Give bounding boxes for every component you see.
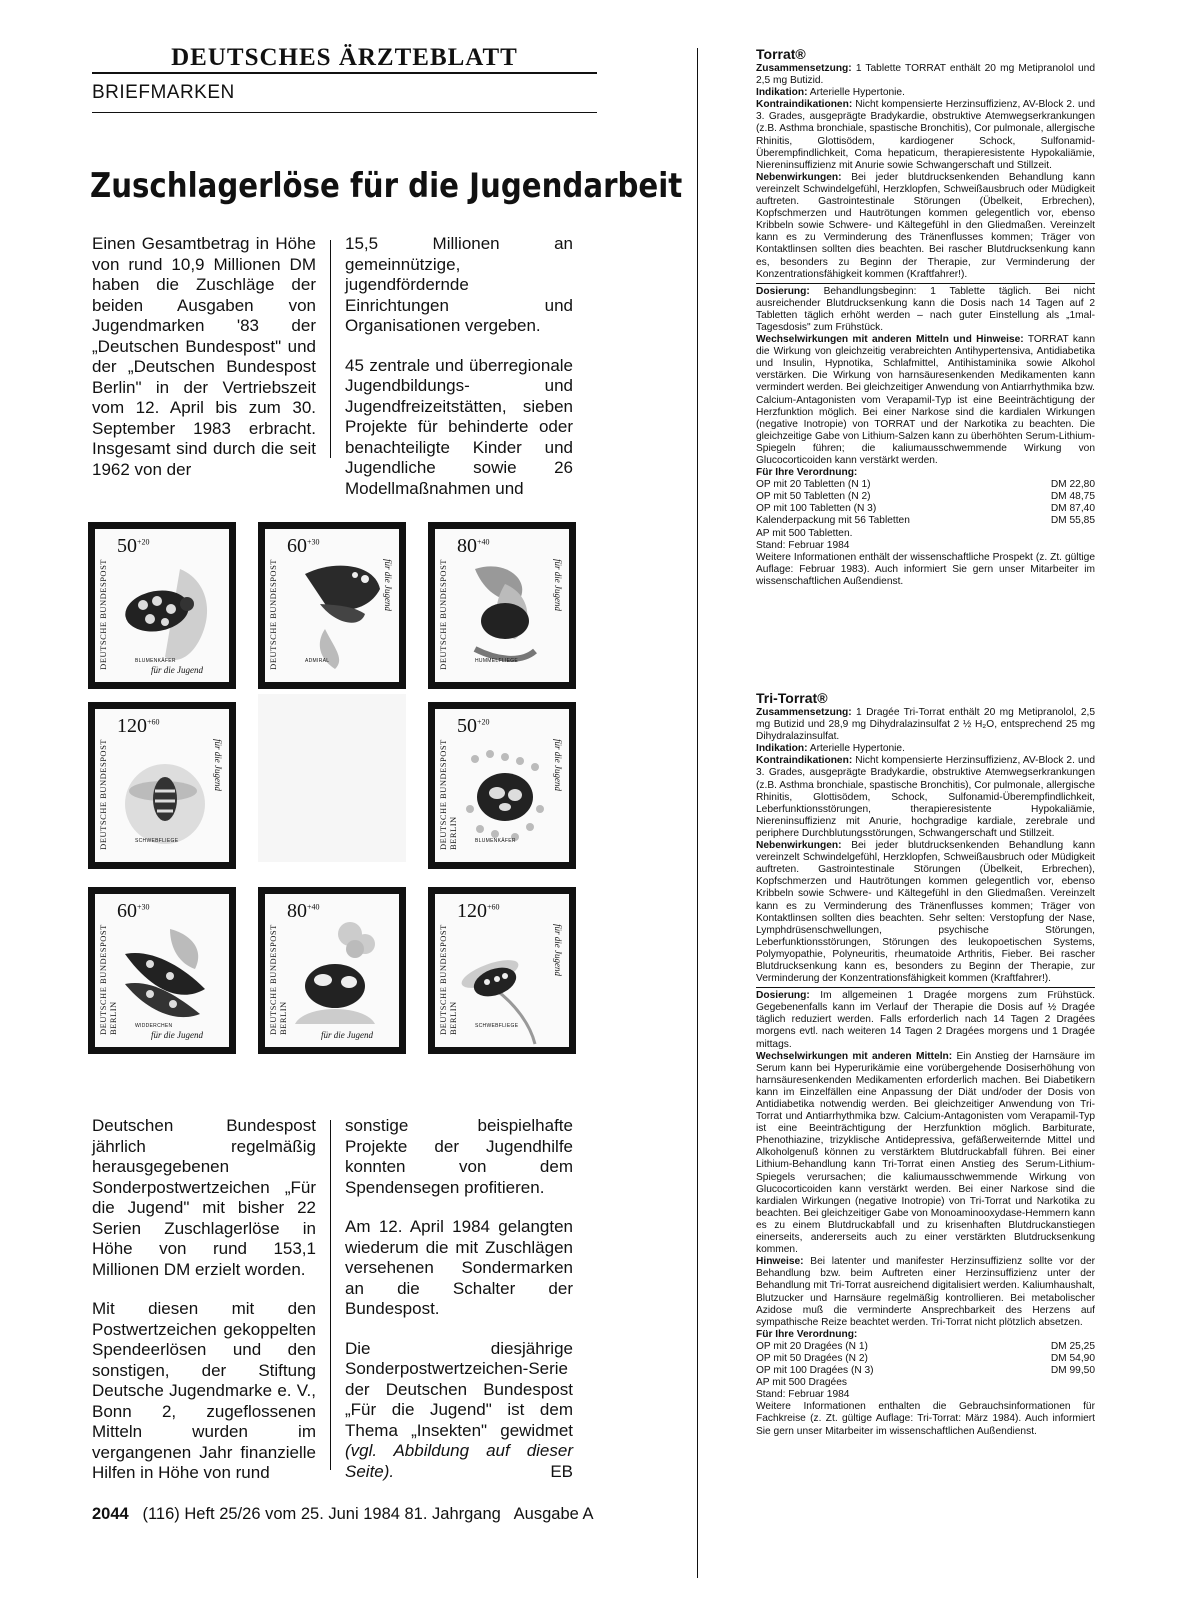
- stamp-burnet-moth-berlin: [88, 887, 236, 1054]
- article-bottom-col2: [345, 1116, 573, 1482]
- stamp-species: ADMIRAL: [305, 658, 330, 664]
- composition-text: 1 Dragée Tri-Torrat enthält 20 mg Metipranolol, 2,5 mg Butizid und 28,9 mg Dihydralazinsulfat 2 ½ H₂O, entsprechend 25 mg Dihydralazinsulfat.: [756, 707, 1095, 743]
- column-rule: [330, 1120, 331, 1470]
- product-name: Tri-Torrat®: [756, 690, 828, 706]
- page-footer: [92, 1505, 594, 1524]
- label: Kontraindikationen:: [756, 99, 853, 111]
- section-label: BRIEFMARKEN: [92, 82, 235, 103]
- price-item: OP mit 100 Tabletten (N 3): [756, 503, 877, 515]
- stamp-surcharge: +40: [307, 902, 320, 912]
- section-rule: [92, 112, 597, 113]
- price-value: DM 87,40: [1050, 503, 1095, 515]
- stamp-country: DEUTSCHE BUNDESPOST BERLIN: [268, 924, 288, 1035]
- price-item: AP mit 500 Tabletten.: [756, 527, 853, 539]
- more-info-text: Weitere Informationen enthalten die Gebrauchsinformationen für Fachkreise (z. Zt. gültige Auflage: Tri-Torrat: März 1984). Auch informiert Sie gern unser Mitarbeiter im wissenschaftlichen Außendienst.: [756, 1401, 1095, 1437]
- stamp-flower-beetle-berlin: [428, 702, 576, 869]
- paragraph: Mit diesen mit den Postwertzeichen gekoppelten Spendeerlösen und den sonstigen, der Stiftung Deutsche Jugendmarke e. V., Bonn 2, zugeflossenen Mitteln wurden im vergangenen Jahr finanzielle Hilfen in Höhe von rund: [92, 1299, 316, 1482]
- article-bottom-col1: [92, 1116, 316, 1484]
- stamp-surcharge: +60: [147, 717, 160, 727]
- stamp-country: DEUTSCHE BUNDESPOST: [438, 559, 448, 670]
- stamp-species: SCHWEBFLIEGE: [135, 838, 179, 844]
- masthead: DEUTSCHES ÄRZTEBLATT: [171, 44, 518, 71]
- more-info-text: Weitere Informationen enthält der wissenschaftliche Prospekt (z. Zt. gültige Auflage: Februar 1983). Auch informiert Sie gern unser Mitarbeiter im wissenschaftlichen Außendienst.: [756, 551, 1095, 587]
- figure-reference: (vgl. Abbildung auf dieser Seite).: [345, 1441, 573, 1481]
- paragraph-text: Die diesjährige Sonderpostwertzeichen-Serie der Deutschen Bundespost „Für die Jugend" ist dem Thema „Insekten" gewidmet: [345, 1338, 573, 1440]
- headline: Zuschlagerlöse für die Jugendarbeit: [90, 166, 683, 206]
- stamp-value: 120: [457, 900, 487, 922]
- stamp-value: 80: [457, 535, 477, 557]
- paragraph: 15,5 Millionen an gemeinnützige, jugendfördernde Einrichtungen und Organisationen vergeben.: [345, 234, 573, 335]
- side-effects-text: Bei jeder blutdrucksenkenden Behandlung kann vereinzelt Schwindelgefühl, Herzklopfen, Schweißausbruch oder Müdigkeit auftreten. Gastrointestinale Störungen (Übelkeit, Erbrechen), Kopfschmerzen und Hautrötungen kommen gelegentlich vor, ebenso Kribbeln sowie Schwere- und Kältegefühl in den Gliedmaßen. Vereinzelt kann es zu Verminderung des Tränenflusses kommen; Träger von Kontaktlinsen sollten dies beachten. Bei rascher Blutdrucksenkung kann es, besonders zu Beginn der Therapie, zur Verminderung der Konzentrationsfähigkeit kommen (Kraftfahrer!).: [756, 171, 1095, 280]
- prescription-label: Für Ihre Verordnung:: [756, 467, 858, 479]
- label: Indikation:: [756, 87, 808, 99]
- indication-text: Arterielle Hypertonie.: [809, 87, 905, 99]
- price-row: [756, 1353, 1095, 1365]
- stamp-jugend: für die Jugend: [383, 559, 393, 611]
- label: Indikation:: [756, 743, 808, 755]
- stamp-jugend: für die Jugend: [553, 739, 563, 791]
- price-row: [756, 515, 1095, 527]
- stamp-surcharge: +20: [477, 717, 490, 727]
- stamp-value: 50: [117, 535, 137, 557]
- stamp-value: 120: [117, 715, 147, 737]
- ad-tri-torrat: [756, 690, 1095, 1438]
- stamp-country: DEUTSCHE BUNDESPOST BERLIN: [438, 739, 458, 850]
- stamp-country: DEUTSCHE BUNDESPOST: [268, 559, 278, 670]
- paragraph: [345, 1339, 573, 1483]
- price-item: Kalenderpackung mit 56 Tabletten: [756, 515, 910, 527]
- article-top-col2: [345, 234, 573, 499]
- article-top-col1: [92, 234, 316, 480]
- stamp-value: 60: [287, 535, 307, 557]
- price-row: [756, 528, 1095, 540]
- stamp-surcharge: +40: [477, 537, 490, 547]
- stamp-value: 60: [117, 900, 137, 922]
- label: Nebenwirkungen:: [756, 171, 842, 183]
- label: Zusammensetzung:: [756, 63, 852, 74]
- price-list: [756, 479, 1095, 539]
- author-initials: EB: [550, 1461, 573, 1481]
- paragraph: Am 12. April 1984 gelangten wiederum die mit Zuschlägen versehenen Sondermarken an die Schalter der Bundespost.: [345, 1217, 573, 1318]
- contraindication-text: Nicht kompensierte Herzinsuffizienz, AV-Block 2. und 3. Grades, ausgeprägte Bradykardie, obstruktive Atemwegserkrankungen (z.B. Asthma bronchiale, spastische Bronchitis), Cor pulmonale, allergische Rhinitis, Glottisödem, Schock, Sulfonamid-Überempfindlichkeit, Leberfunktionsstörungen, therapieresistente Hypokaliämie, Niereninsuffizienz mit Anurie, hochgradige kardiale, zerebrale und periphere Durchblutungsstörungen, Schwangerschaft und Stillzeit.: [756, 755, 1095, 839]
- composition-text: 1 Tablette TORRAT enthält 20 mg Metipranolol und 2,5 mg Butizid.: [756, 63, 1095, 87]
- stamp-hoverfly: [88, 702, 236, 869]
- price-row: [756, 1365, 1095, 1377]
- label: Wechselwirkungen mit anderen Mitteln und Hinweise:: [756, 334, 1024, 346]
- price-value: DM 22,80: [1050, 479, 1095, 491]
- faded-stamp-ghost: [258, 694, 406, 862]
- stamp-value: 50: [457, 715, 477, 737]
- paragraph: Deutschen Bundespost jährlich regelmäßig herausgegebenen Sonderpostwertzeichen „Für die Jugend" mit bisher 22 Serien Zuschlagerlöse in Höhe von rund 153,1 Millionen DM erzielt worden.: [92, 1116, 316, 1279]
- price-value: DM 99,50: [1050, 1365, 1095, 1377]
- price-item: OP mit 50 Dragées (N 2): [756, 1352, 868, 1364]
- prescription-label: Für Ihre Verordnung:: [756, 1328, 858, 1340]
- stamp-bumblebee-fly: [428, 522, 576, 689]
- stand-date: Stand: Februar 1984: [756, 1389, 850, 1401]
- stand-date: Stand: Februar 1984: [756, 539, 850, 551]
- stamp-surcharge: +30: [137, 902, 150, 912]
- divider: [756, 283, 1095, 284]
- price-value: DM 55,85: [1050, 515, 1095, 527]
- stamp-hoverfly-berlin: [428, 887, 576, 1054]
- stamp-country: DEUTSCHE BUNDESPOST BERLIN: [438, 924, 458, 1035]
- stamp-country: DEUTSCHE BUNDESPOST: [98, 739, 108, 850]
- price-row: [756, 479, 1095, 491]
- stamp-jugend: für die Jugend: [553, 924, 563, 976]
- label: Zusammensetzung:: [756, 707, 852, 718]
- dosage-text: Behandlungsbeginn: 1 Tablette täglich. Bei nicht ausreichender Blutdrucksenkung kann die Dosis nach 14 Tagen auf 2 Tabletten täglich erhöht werden – nach guter Einstellung als „1mal-Tagesdosis" zum Frühstück.: [756, 285, 1095, 333]
- interactions-text: Ein Anstieg der Harnsäure im Serum kann bei Hyperurikämie eine vorübergehende Dosiserhöhung von harnsäuresenkenden Medikamenten erforderlich machen. Bei Diabetikern kann im Einzelfällen eine Anpassung der Diät und/oder der Dosis von Antidiabetika notwendig werden. Bei gleichzeitiger Anwendung von Tri-Torrat und Antiarrhythmika bzw. Calcium-Antagonisten vom Verapamil-Typ ist eine Beeinträchtigung der Herzfunktion möglich. Barbiturate, Phenothiazine, trizyklische Antidepressiva, gefäßerweiternde Mittel und Alkoholgenuß können zu verstärktem Blutdruckabfall führen. Bei einer Lithium-Behandlung kann Tri-Torrat einen Anstieg des Serum-Lithium-Spiegels verursachen; die kaliumausschwemmende Wirkung von Glucocorticoiden kann verstärkt werden. Bei einer Narkose sind die kardialen Wirkungen (negative Inotropie) von Tri-Torrat und Narkotika zu beachten. Bei gleichzeitiger Gabe von Monoaminooxydase-Hemmern kann es zu einem Blutdruckabfall und zu krisenhaften Blutdruckanstiegen einerseits, andererseits auch zu einer verstärkten Blutdrucksenkung kommen.: [756, 1050, 1095, 1256]
- price-item: OP mit 50 Tabletten (N 2): [756, 491, 871, 503]
- page-divider: [697, 48, 698, 1578]
- price-value: DM 54,90: [1050, 1352, 1095, 1364]
- label: Hinweise:: [756, 1256, 804, 1268]
- stamp-species: BLUMENKÄFER: [475, 838, 516, 844]
- masthead-rule: [92, 72, 597, 74]
- stamp-jugend: für die Jugend: [321, 1030, 373, 1040]
- price-value: DM 25,25: [1050, 1340, 1095, 1352]
- price-item: OP mit 100 Dragées (N 3): [756, 1365, 874, 1377]
- label: Wechselwirkungen mit anderen Mitteln:: [756, 1050, 953, 1062]
- price-row: [756, 503, 1095, 515]
- stamp-jugend: für die Jugend: [213, 739, 223, 791]
- label: Dosierung:: [756, 990, 810, 1002]
- price-item: AP mit 500 Dragées: [756, 1377, 847, 1389]
- stamp-species: WIDDERCHEN: [135, 1023, 173, 1029]
- stamp-species: HUMMELFLIEGE: [475, 658, 519, 664]
- stamp-jugend: für die Jugend: [553, 559, 563, 611]
- label: Dosierung:: [756, 285, 810, 297]
- stamp-value: 80: [287, 900, 307, 922]
- page-number: 2044: [92, 1505, 129, 1523]
- indication-text: Arterielle Hypertonie.: [809, 743, 905, 755]
- price-item: OP mit 20 Dragées (N 1): [756, 1340, 868, 1352]
- paragraph: 45 zentrale und überregionale Jugendbildungs- und Jugendfreizeitstätten, sieben Projekte für behinderte oder benachteiligte Kinder und Jugendliche sowie 26 Modellmaßnahmen und: [345, 355, 573, 498]
- issue-info: (116) Heft 25/26 vom 25. Juni 1984 81. Jahrgang: [142, 1505, 501, 1523]
- price-item: OP mit 20 Tabletten (N 1): [756, 479, 871, 491]
- column-rule: [330, 240, 331, 458]
- stamp-admiral-butterfly: [258, 522, 406, 689]
- dosage-text: Im allgemeinen 1 Dragée morgens zum Frühstück. Gegebenenfalls kann im Verlauf der Therapie die Dosis auf ½ Dragée täglich reduziert werden. Falls erforderlich nach 14 Tagen 2 Dragées morgens evtl. nach weiteren 14 Tagen 2 Dragées morgens und 1 Dragée mittags.: [756, 990, 1095, 1050]
- stamp-country: DEUTSCHE BUNDESPOST: [98, 559, 108, 670]
- stamp-ladybird-beetle: [88, 522, 236, 689]
- edition-label: Ausgabe A: [513, 1505, 594, 1523]
- side-effects-text: Bei jeder blutdrucksenkenden Behandlung kann vereinzelt Schwindelgefühl, Herzklopfen, Schweißausbruch oder Müdigkeit auftreten. Gastrointestinale Störungen (Übelkeit, Erbrechen), Kopfschmerzen und Hautrötungen kommen gelegentlich vor, ebenso Kribbeln sowie Schwere- und Kältegefühl in den Gliedmaßen. Vereinzelt kann es zu Verminderung des Tränenflusses kommen; Träger von Kontaktlinsen sollten dies beachten. Sehr selten: Verstopfung der Nase, Lymphdrüsenschwellungen, psychische Störungen, Leberfunktionsstörungen, Störungen des leukopoetischen Systems, Polymyopathie, Polyneuritis, rheumatoide Arthritis, Fieber. Bei rascher Blutdrucksenkung kann es, besonders zu Beginn der Therapie, zur Verminderung der Konzentrationsfähigkeit kommen (Kraftfahrer!).: [756, 840, 1095, 985]
- paragraph: sonstige beispielhafte Projekte der Jugendhilfe konnten von dem Spendensegen profitieren.: [345, 1116, 573, 1197]
- stamp-surcharge: +20: [137, 537, 150, 547]
- stamp-species: SCHWEBFLIEGE: [475, 1023, 519, 1029]
- price-list: [756, 1341, 1095, 1389]
- stamp-country: DEUTSCHE BUNDESPOST BERLIN: [98, 924, 118, 1035]
- contraindication-text: Nicht kompensierte Herzinsuffizienz, AV-Block 2. und 3. Grades, ausgeprägte Bradykardie, obstruktive Atemwegserkrankungen (z.B. Asthma bronchiale, spastische Bronchitis), Cor pulmonale, allergische Rhinitis, Glottisödem, kardiogener Schock, Sulfonamid-Überempfindlichkeit, Coma hepaticum, therapieresistente Hypokaliämie, Niereninsuffizienz mit Anurie sowie Schwangerschaft und Stillzeit.: [756, 99, 1095, 171]
- price-value: DM 48,75: [1050, 491, 1095, 503]
- divider: [756, 987, 1095, 988]
- stamp-surcharge: +30: [307, 537, 320, 547]
- stamp-bumblebee-berlin: [258, 887, 406, 1054]
- paragraph: Einen Gesamtbetrag in Höhe von rund 10,9 Millionen DM haben die Zuschläge der beiden Ausgaben von Jugendmarken '83 der „Deutschen Bundespost" und der „Deutschen Bundespost Berlin" in der Vertriebszeit vom 12. April bis zum 30. September 1983 erbracht. Insgesamt sind durch die seit 1962 von der: [92, 234, 316, 479]
- stamp-grid: [88, 522, 598, 1087]
- interactions-text: TORRAT kann die Wirkung von gleichzeitig verabreichten Antihypertensiva, Antidiabetika und Insulin, Hypnotika, Schlafmittel, Antihistaminika sowie Alkohol verstärken. Die Wirkung von harnsäuresenkenden Medikamenten kann vermindert werden. Bei gleichzeitiger Anwendung von Antiarrhythmika bzw. Calcium-Antagonisten vom Verapamil-Typ ist eine Beeinträchtigung der Herzfunktion möglich. Bei einer Narkose sind die kardialen Wirkungen (negative Inotropie) von TORRAT und der Narkotika zu beachten. Die gleichzeitige Gabe von Lithium-Salzen kann zu überhöhten Serum-Lithium-Spiegeln führen; die kaliumausschwemmende Wirkung von Glucocorticoiden kann verstärkt werden.: [756, 334, 1095, 466]
- product-name: Torrat®: [756, 46, 806, 62]
- notes-text: Bei latenter und manifester Herzinsuffizienz sollte vor der Behandlung bzw. beim Auftreten einer Herzinsuffizienz unter der Behandlung mit Tri-Torrat ausreichend digitalisiert werden. Kaliumhaushalt, Blutzucker und Harnsäure regelmäßig kontrollieren. Bei metabolischer Azidose muß die verminderte Ansprechbarkeit des Herzens auf sympathische Reize beachtet werden. Tri-Torrat nicht plötzlich absetzen.: [756, 1256, 1095, 1328]
- stamp-jugend: für die Jugend: [151, 1030, 203, 1040]
- label: Kontraindikationen:: [756, 755, 853, 767]
- stamp-species: BLUMENKÄFER: [135, 658, 176, 664]
- stamp-jugend: für die Jugend: [151, 665, 203, 675]
- price-row: [756, 1341, 1095, 1353]
- stamp-surcharge: +60: [487, 902, 500, 912]
- price-row: [756, 491, 1095, 503]
- ad-torrat: [756, 46, 1095, 588]
- label: Nebenwirkungen:: [756, 840, 842, 852]
- price-row: [756, 1377, 1095, 1389]
